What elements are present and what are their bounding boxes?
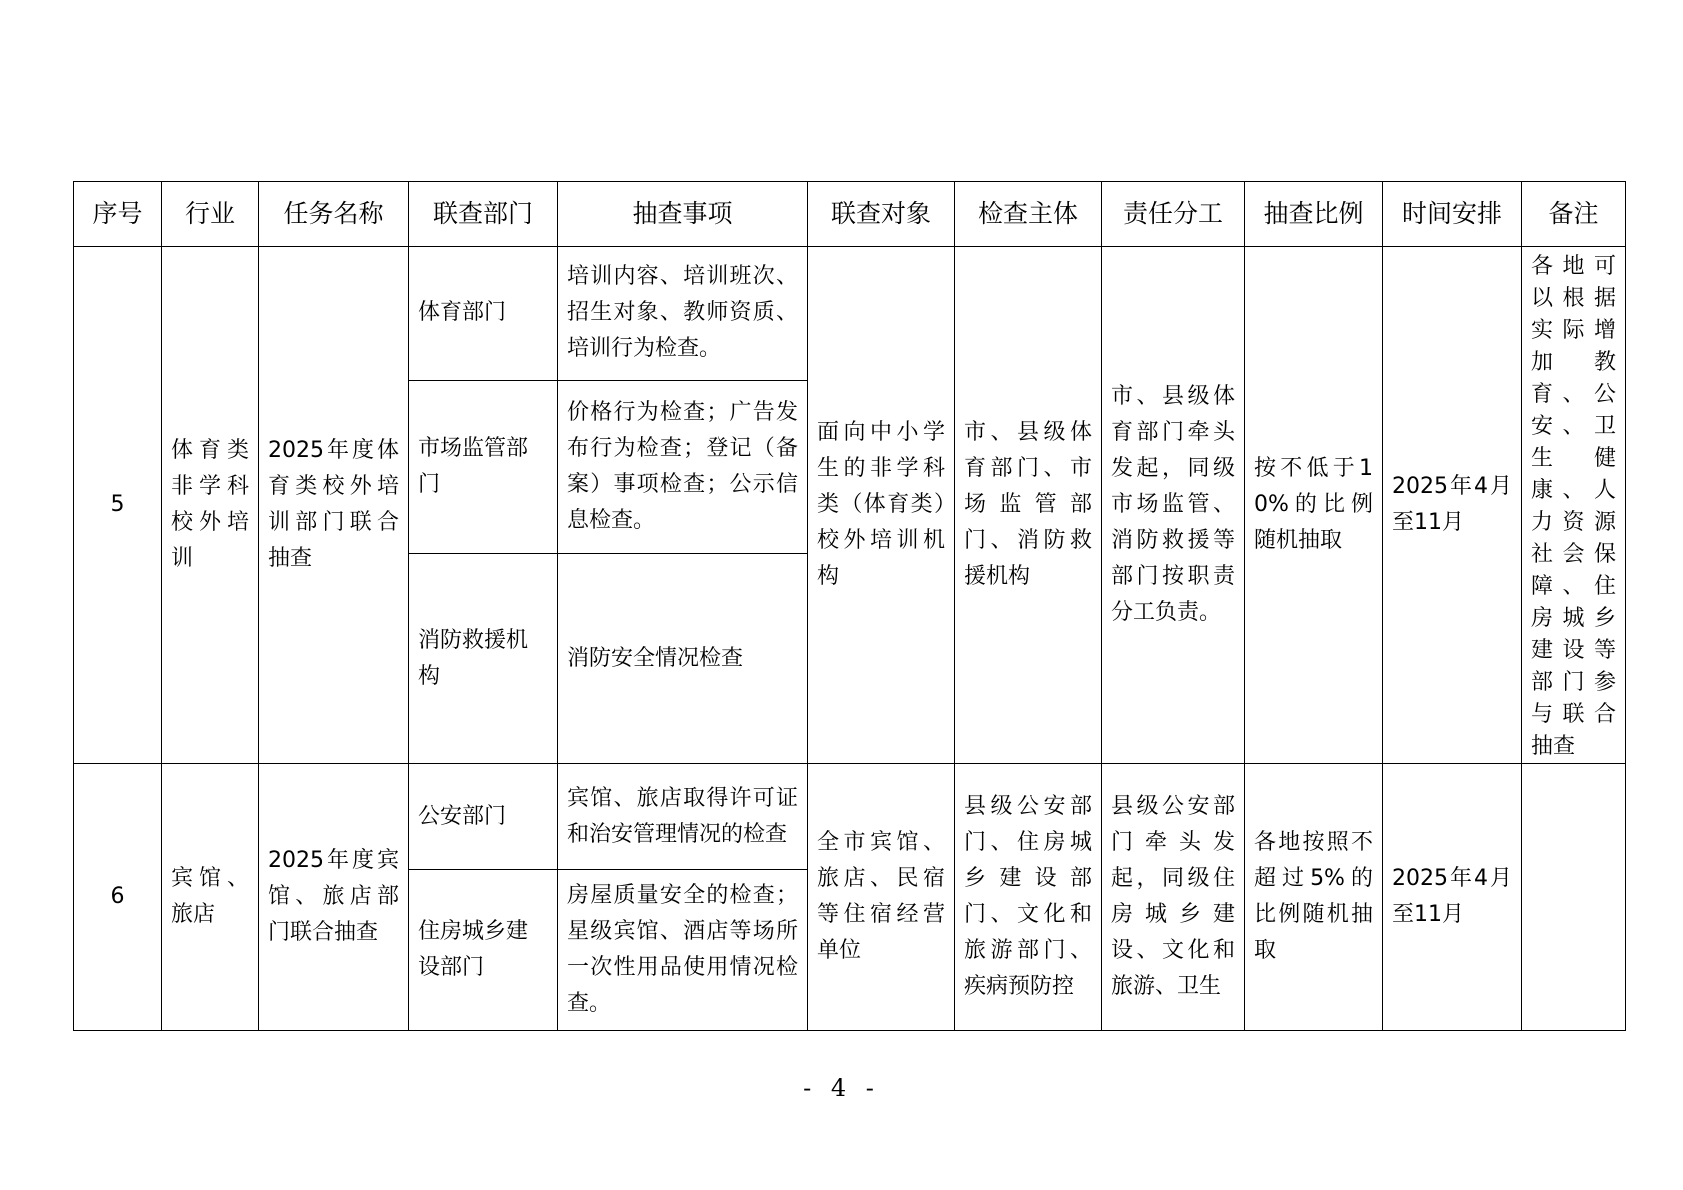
row-duty: 市、县级体育部门牵头发起，同级市场监管、消防救援等部门按职责分工负责。 <box>1102 247 1245 764</box>
row-department: 住房城乡建设部门 <box>409 870 558 1031</box>
row-remark: 各地可以根据实际增加教育、公安、卫生健康、人力资源社会保障、住房城乡建设等部门参与联合抽查 <box>1522 247 1626 764</box>
row-task-name: 2025年度体育类校外培训部门联合抽查 <box>259 247 409 764</box>
row-ratio: 各地按照不超过5%的比例随机抽取 <box>1245 764 1383 1031</box>
table-row <box>74 764 1626 870</box>
row-index: 6 <box>74 764 162 1031</box>
row-target: 全市宾馆、旅店、民宿等住宿经营单位 <box>808 764 955 1031</box>
row-items: 消防安全情况检查 <box>558 554 808 764</box>
row-items: 价格行为检查；广告发布行为检查；登记（备案）事项检查；公示信息检查。 <box>558 380 808 553</box>
header-ratio: 抽查比例 <box>1245 182 1383 247</box>
row-industry: 体育类非学科校外培训 <box>162 247 259 764</box>
row-remark <box>1522 764 1626 1031</box>
header-remark: 备注 <box>1522 182 1626 247</box>
row-items: 房屋质量安全的检查；星级宾馆、酒店等场所一次性用品使用情况检查。 <box>558 870 808 1031</box>
row-index: 5 <box>74 247 162 764</box>
header-subject: 检查主体 <box>955 182 1102 247</box>
inspection-table-wrapper <box>73 181 1626 1031</box>
row-subject: 市、县级体育部门、市场监管部门、消防救援机构 <box>955 247 1102 764</box>
header-industry: 行业 <box>162 182 259 247</box>
row-department: 消防救援机构 <box>409 554 558 764</box>
header-task-name: 任务名称 <box>259 182 409 247</box>
row-target: 面向中小学生的非学科类（体育类）校外培训机构 <box>808 247 955 764</box>
joint-inspection-table <box>73 181 1626 1031</box>
header-items: 抽查事项 <box>558 182 808 247</box>
row-schedule: 2025年4月至11月 <box>1383 247 1522 764</box>
row-department: 市场监管部门 <box>409 380 558 553</box>
row-duty: 县级公安部门牵头发起，同级住房城乡建设、文化和旅游、卫生 <box>1102 764 1245 1031</box>
header-index: 序号 <box>74 182 162 247</box>
row-department: 公安部门 <box>409 764 558 870</box>
row-subject: 县级公安部门、住房城乡建设部门、文化和旅游部门、疾病预防控 <box>955 764 1102 1031</box>
header-duty: 责任分工 <box>1102 182 1245 247</box>
row-industry: 宾馆、旅店 <box>162 764 259 1031</box>
table-header-row <box>74 182 1626 247</box>
header-department: 联查部门 <box>409 182 558 247</box>
row-ratio: 按不低于10%的比例随机抽取 <box>1245 247 1383 764</box>
row-items: 培训内容、培训班次、招生对象、教师资质、培训行为检查。 <box>558 247 808 381</box>
row-schedule: 2025年4月至11月 <box>1383 764 1522 1031</box>
header-target: 联查对象 <box>808 182 955 247</box>
page-number: - 4 - <box>803 1074 880 1102</box>
row-items: 宾馆、旅店取得许可证和治安管理情况的检查 <box>558 764 808 870</box>
table-row <box>74 247 1626 381</box>
row-department: 体育部门 <box>409 247 558 381</box>
header-schedule: 时间安排 <box>1383 182 1522 247</box>
row-task-name: 2025年度宾馆、旅店部门联合抽查 <box>259 764 409 1031</box>
